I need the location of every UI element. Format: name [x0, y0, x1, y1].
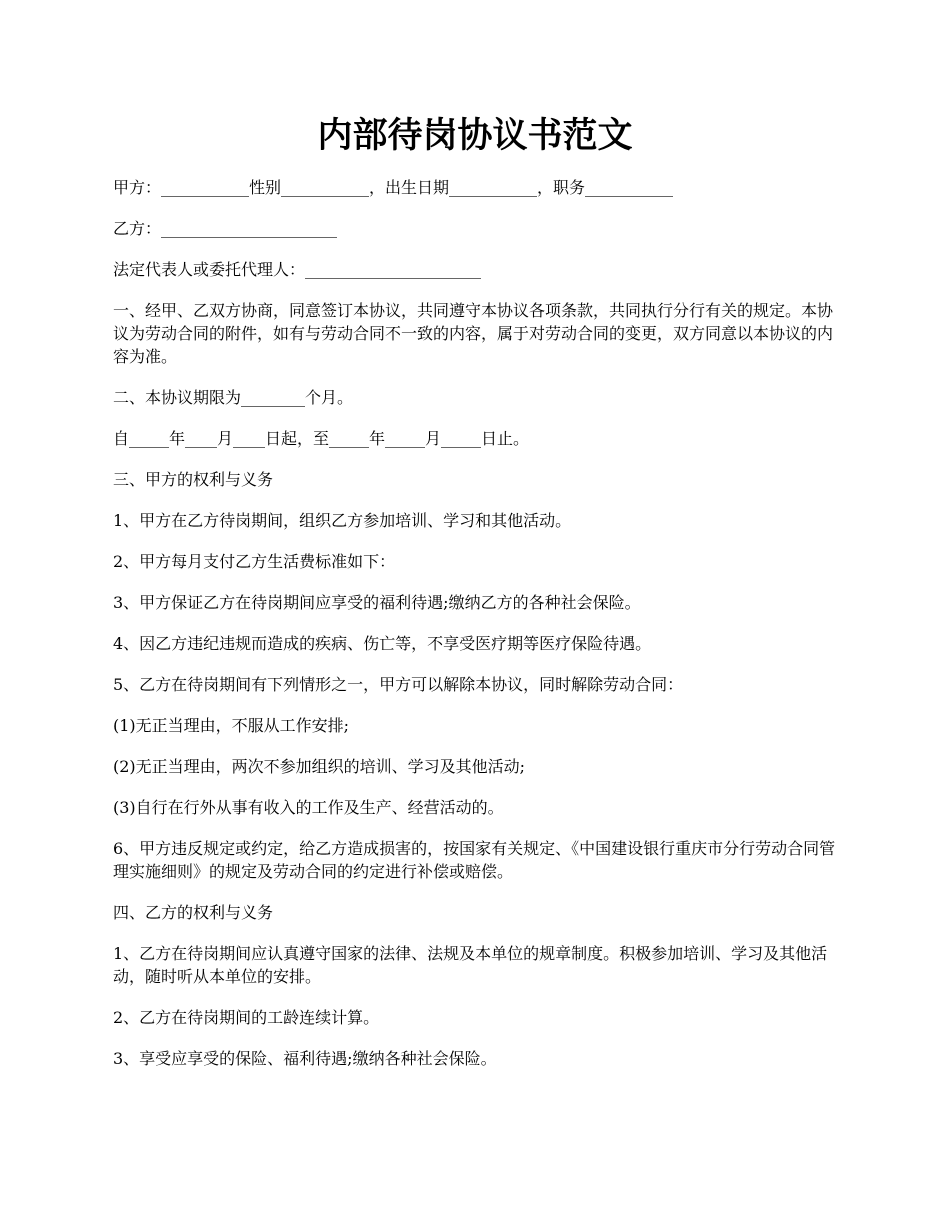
party-b-item-2: 2、乙方在待岗期间的工龄连续计算。 [113, 1008, 380, 1027]
clause-one: 一、经甲、乙双方协商，同意签订本协议，共同遵守本协议各项条款，共同执行分行有关的规定。本协议为劳动合同的附件，如有与劳动合同不一致的内容，属于对劳动合同的变更，双方同意以本协议的内容为准。 [113, 301, 834, 366]
document-body [113, 176, 843, 1088]
section-heading-party-b: 四、乙方的权利与义务 [113, 903, 274, 922]
party-b-item-3: 3、享受应享受的保险、福利待遇;缴纳各种社会保险。 [113, 1049, 497, 1068]
party-a-item-1: 1、甲方在乙方待岗期间，组织乙方参加培训、学习和其他活动。 [113, 511, 572, 530]
party-b-item-1: 1、乙方在待岗期间应认真遵守国家的法律、法规及本单位的规章制度。积极参加培训、学习及其他活动，随时听从本单位的安排。 [113, 944, 828, 986]
term-dates: 自_____年____月____日起，至_____年_____月_____日止。 [113, 429, 530, 448]
document-title: 内部待岗协议书范文 [317, 115, 633, 156]
termination-case-1: (1)无正当理由，不服从工作安排; [113, 716, 350, 735]
clause-two-term: 二、本协议期限为________个月。 [113, 388, 354, 407]
party-a-item-5: 5、乙方在待岗期间有下列情形之一，甲方可以解除本协议，同时解除劳动合同： [113, 675, 684, 694]
party-a-line: 甲方：___________性别___________，出生日期___________，职务___________ [113, 178, 674, 197]
termination-case-3: (3)自行在行外从事有收入的工作及生产、经营活动的。 [113, 798, 504, 817]
termination-case-2: (2)无正当理由，两次不参加组织的培训、学习及其他活动; [113, 757, 526, 776]
section-heading-party-a: 三、甲方的权利与义务 [113, 470, 274, 489]
legal-representative-line: 法定代表人或委托代理人：______________________ [113, 260, 482, 279]
party-b-line: 乙方：______________________ [113, 219, 338, 238]
party-a-item-3: 3、甲方保证乙方在待岗期间应享受的福利待遇;缴纳乙方的各种社会保险。 [113, 593, 641, 612]
party-a-item-6: 6、甲方违反规定或约定，给乙方造成损害的，按国家有关规定、《中国建设银行重庆市分行劳动合同管理实施细则》的规定及劳动合同的约定进行补偿或赔偿。 [113, 839, 836, 881]
party-a-item-4: 4、因乙方违纪违规而造成的疾病、伤亡等，不享受医疗期等医疗保险待遇。 [113, 634, 652, 653]
party-a-item-2: 2、甲方每月支付乙方生活费标准如下： [113, 552, 396, 571]
